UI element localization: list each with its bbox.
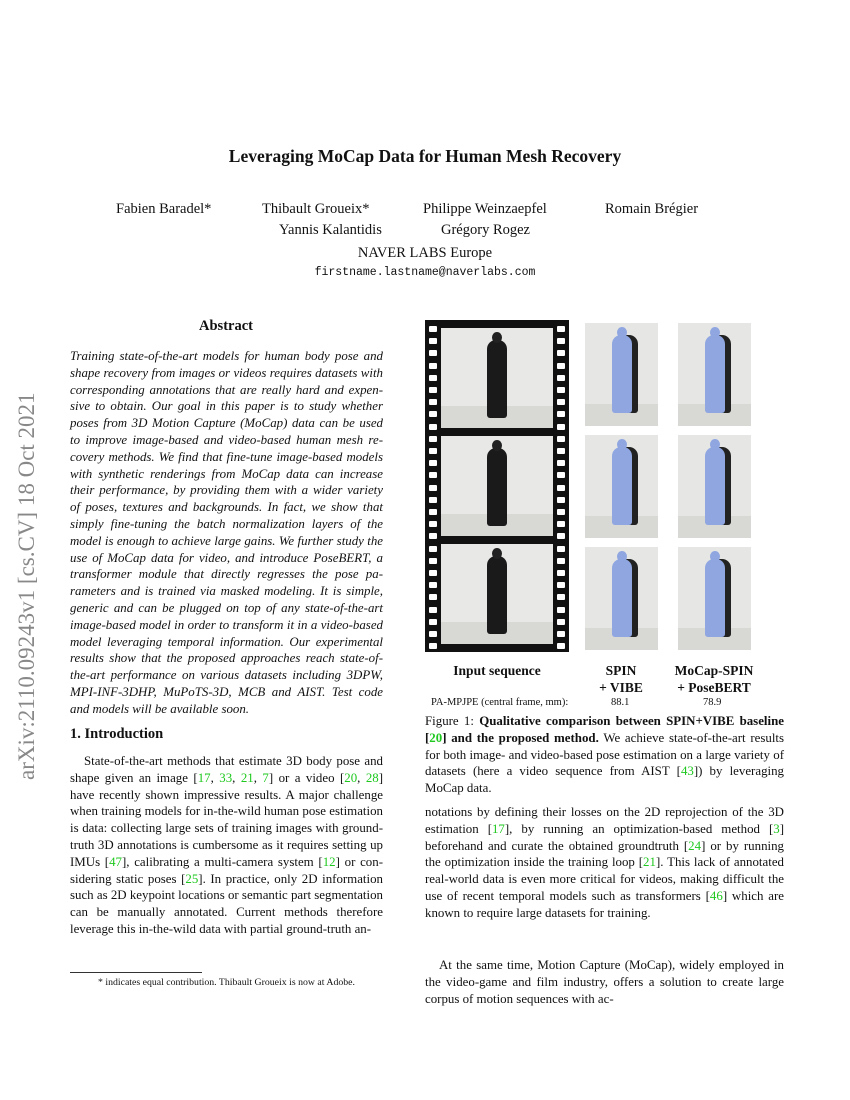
text-segment: ] have recently shown impressive results. A major challenge when training models for in-the-wild human pose estimation is data: collecting large sets of training images with groundtruth 3D annotations is cumbersome as it requires setting up IMUs [: [70, 770, 384, 869]
input-frame: [441, 544, 553, 644]
film-perforation: [557, 363, 565, 369]
input-frame: [441, 436, 553, 536]
citation-link[interactable]: 43: [680, 764, 694, 779]
citation-link[interactable]: 46: [709, 888, 723, 903]
film-perforation: [429, 533, 437, 539]
text-segment: ] or a video [: [268, 770, 345, 785]
text-segment: ] beforehand and curate the obtained groundtruth [: [425, 821, 784, 853]
text-segment: At the same time, Motion Capture (MoCap), widely employed in the video-game and film industry, offers a solution to create large corpus of motion sequences with ac-: [425, 958, 784, 1006]
text-segment: Qualitative comparison between SPIN+VIBE baseline [: [425, 714, 784, 745]
film-perforation: [429, 460, 437, 466]
film-perforation: [429, 582, 437, 588]
text-segment: Figure 1:: [425, 714, 480, 728]
text-segment: ,: [210, 770, 220, 785]
label-posebert: + PoseBERT: [677, 680, 751, 695]
text-segment: ]. This lack of annotated real-world data is even more critical for videos, making difficult the use of recent temporal models such as transformers [: [425, 855, 784, 903]
spin-metric-value: 88.1: [611, 697, 630, 708]
arxiv-identifier[interactable]: arXiv:2110.09243v1 [cs.CV] 18 Oct 2021: [14, 392, 39, 780]
film-perforation: [429, 521, 437, 527]
citation-link[interactable]: 12: [322, 854, 336, 869]
author: Philippe Weinzaepfel: [423, 201, 547, 217]
footnote: * indicates equal contribution. Thibault Groueix is now at Adobe.: [98, 977, 355, 988]
label-mocap-spin: MoCap-SPIN: [674, 663, 754, 678]
affiliation: NAVER LABS Europe: [357, 245, 493, 261]
mocap-mesh-result: [678, 547, 751, 650]
film-perforation: [557, 533, 565, 539]
film-perforation: [557, 497, 565, 503]
film-perforation: [557, 448, 565, 454]
citation-link[interactable]: 47: [109, 854, 122, 869]
film-perforation: [557, 460, 565, 466]
paper-title: Leveraging MoCap Data for Human Mesh Recovery: [228, 146, 622, 166]
abstract-text: Training state-of-the-art models for human body pose and shape recovery from images or videos requires datasets with corresponding annotations that are really hard and expensive to obtain. Our goal in this paper is to study whether poses from 3D Motion Capture (MoCap) data can be used to improve image-based and video-based human mesh recovery methods. We find that fine-tune image-based models with synthetic renderings from MoCap data can increase their performance, by providing them with a wider variety of poses, textures and backgrounds. In fact, we show that simply fine-tuning the batch normalization layers of the model is enough to achieve large gains. We further study the use of MoCap data for video, and introduce PoseBERT, a transformer module that directly regresses the pose parameters and is trained via masked modeling. It is simple, generic and can be plugged on top of any state-of-the-art image-based model in order to transform it in a video-based model leveraging temporal information. Our experimental results show that the proposed approaches reach state-of-the-art performance on various datasets including 3DPW, MPI-INF-3DHP, MuPoTS-3D, MCB and AIST. Test code and models will be available soon.: [70, 349, 383, 716]
film-perforation: [557, 411, 565, 417]
abstract-heading: Abstract: [199, 318, 253, 334]
film-perforation: [557, 436, 565, 442]
film-perforation: [429, 472, 437, 478]
citation-link[interactable]: 28: [365, 770, 379, 785]
film-perforation: [429, 411, 437, 417]
label-spin: SPIN: [605, 663, 637, 678]
footnote-rule: [70, 972, 202, 973]
film-perforation: [557, 582, 565, 588]
introduction-continued: [425, 804, 784, 922]
film-perforation: [429, 497, 437, 503]
citation-link[interactable]: 25: [185, 871, 199, 886]
film-perforation: [557, 619, 565, 625]
film-perforation: [429, 631, 437, 637]
film-perforation: [429, 424, 437, 430]
spin-mesh-result: [585, 435, 658, 538]
film-perforation: [429, 546, 437, 552]
citation-link[interactable]: 24: [688, 838, 702, 853]
film-perforation: [429, 436, 437, 442]
film-perforation: [429, 350, 437, 356]
film-perforation: [557, 375, 565, 381]
text-segment: ], calibrating a multi-camera system [: [121, 854, 323, 869]
text-segment: ]. In practice, only 2D information such as 2D keypoint locations or semantic part segmentation can be manually annotated. Current methods therefore leverage this in-the-wild data with partial ground-truth an-: [70, 871, 383, 936]
text-segment: ,: [253, 770, 263, 785]
citation-link[interactable]: 21: [643, 855, 656, 870]
citation-link[interactable]: 20: [429, 730, 443, 745]
film-perforation: [429, 643, 437, 649]
author: Grégory Rogez: [441, 222, 530, 238]
citation-link[interactable]: 7: [262, 770, 269, 785]
film-perforation: [557, 546, 565, 552]
text-segment: State-of-the-art methods that estimate 3D body pose and shape given an image [: [70, 754, 383, 785]
film-perforation: [557, 350, 565, 356]
film-perforation: [429, 509, 437, 515]
film-perforation: [557, 472, 565, 478]
film-strip-input-sequence: [425, 320, 569, 652]
text-segment: ,: [357, 770, 366, 785]
film-perforation: [429, 570, 437, 576]
film-perforation: [429, 558, 437, 564]
introduction-heading: 1. Introduction: [70, 726, 164, 742]
text-segment: ]) by leveraging MoCap data.: [425, 764, 784, 796]
citation-link[interactable]: 20: [344, 770, 358, 785]
film-perforation: [429, 485, 437, 491]
author: Thibault Groueix*: [262, 201, 370, 217]
text-segment: ], by running an optimization-based method [: [504, 821, 774, 836]
film-perforation: [557, 594, 565, 600]
introduction-paragraph: [70, 753, 383, 938]
author: Romain Brégier: [605, 201, 699, 217]
film-perforation: [557, 570, 565, 576]
film-perforation: [429, 375, 437, 381]
label-vibe: + VIBE: [599, 680, 643, 695]
citation-link[interactable]: 17: [197, 770, 211, 785]
spin-mesh-result: [585, 323, 658, 426]
mocap-mesh-result: [678, 323, 751, 426]
film-perforation: [557, 631, 565, 637]
metric-label: PA-MPJPE (central frame, mm):: [431, 697, 569, 708]
citation-link[interactable]: 33: [219, 770, 233, 785]
input-frame: [441, 328, 553, 428]
film-perforation: [557, 558, 565, 564]
film-perforation: [557, 485, 565, 491]
film-perforation: [557, 521, 565, 527]
text-segment: We achieve state-of-the-art results for both image- and video-based pose estimation on a large variety of datasets (here a video sequence from AIST [: [425, 730, 784, 779]
introduction-paragraph-2: [425, 957, 784, 1007]
film-perforation: [557, 338, 565, 344]
film-perforation: [429, 607, 437, 613]
text-segment: ,: [232, 770, 241, 785]
author: Yannis Kalantidis: [279, 222, 382, 238]
film-perforation: [429, 326, 437, 332]
film-perforation: [429, 619, 437, 625]
film-perforation: [429, 594, 437, 600]
film-perforation: [557, 326, 565, 332]
text-segment: ] which are known to require large datasets for training.: [425, 888, 785, 920]
film-perforation: [429, 363, 437, 369]
film-perforation: [557, 643, 565, 649]
film-perforation: [429, 387, 437, 393]
text-segment: ] or considering static poses [: [70, 854, 383, 886]
citation-link[interactable]: 21: [240, 770, 254, 785]
mocap-mesh-result: [678, 435, 751, 538]
film-perforation: [557, 387, 565, 393]
film-perforation: [557, 424, 565, 430]
film-perforation: [429, 399, 437, 405]
mocap-metric-value: 78.9: [703, 697, 722, 708]
text-segment: notations by defining their losses on the 2D reprojection of the 3D estimation [: [425, 805, 784, 836]
text-segment: ] or by running the optimization inside the training loop [: [425, 838, 784, 870]
film-perforation: [557, 399, 565, 405]
author: Fabien Baradel*: [116, 201, 212, 217]
spin-mesh-result: [585, 547, 658, 650]
film-perforation: [557, 509, 565, 515]
film-perforation: [429, 338, 437, 344]
figure-caption: [425, 713, 784, 797]
film-perforation: [429, 448, 437, 454]
label-input-sequence: Input sequence: [453, 663, 541, 678]
email: firstname.lastname@naverlabs.com: [314, 266, 536, 279]
citation-link[interactable]: 3: [773, 821, 780, 836]
citation-link[interactable]: 17: [491, 821, 505, 836]
text-segment: ] and the proposed method.: [442, 730, 599, 745]
film-perforation: [557, 607, 565, 613]
